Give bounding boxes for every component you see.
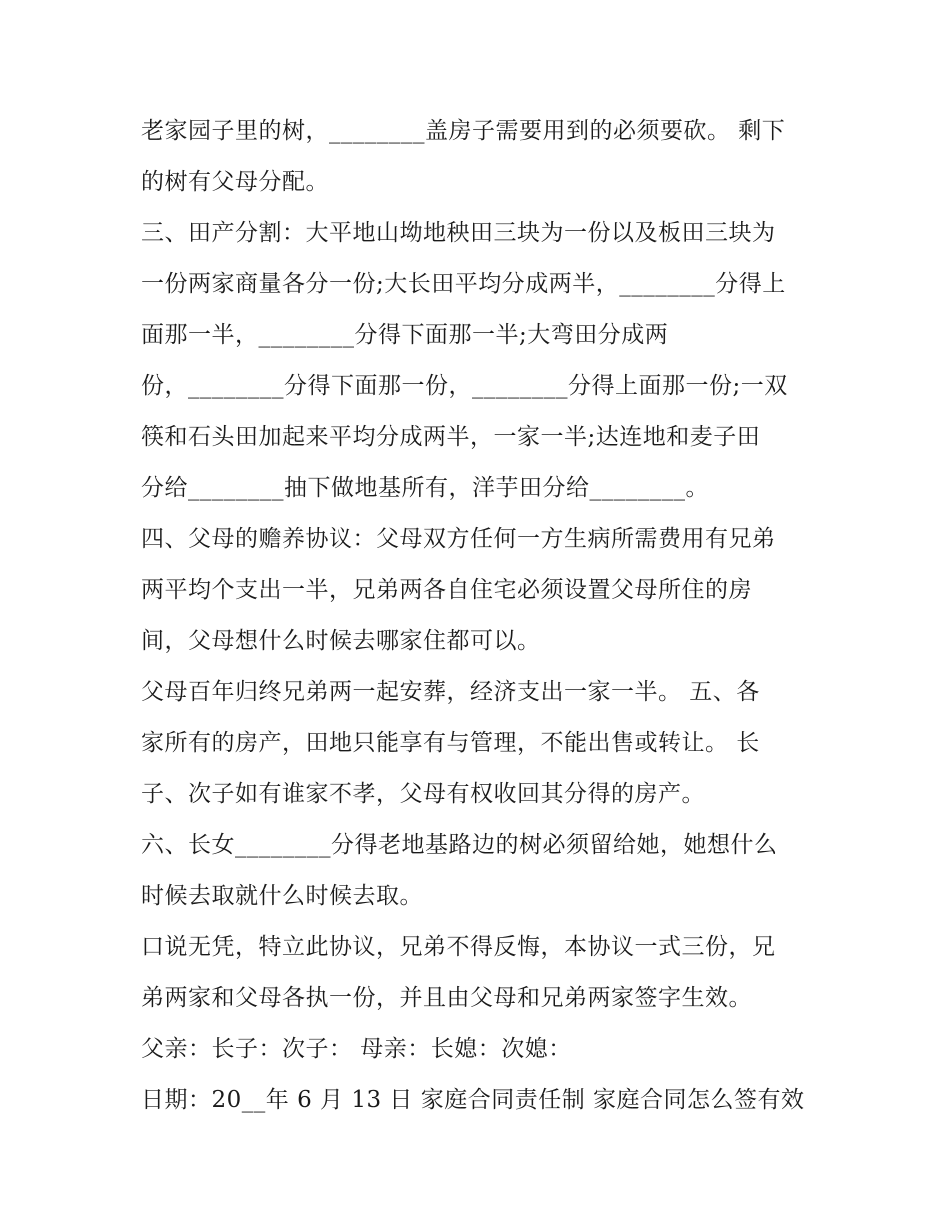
text-line: 一份两家商量各分一份;大长田平均分成两半，________分得上	[141, 271, 786, 297]
text-line: 三、田产分割：大平地山坳地秧田三块为一份以及板田三块为	[141, 220, 776, 246]
text-line: 时候去取就什么时候去取。	[141, 883, 423, 909]
text-line: 面那一半，________分得下面那一半;大弯田分成两	[141, 322, 669, 348]
text-line: 筷和石头田加起来平均分成两半，一家一半;达连地和麦子田	[141, 424, 761, 450]
text-line: 六、长女________分得老地基路边的树必须留给她，她想什么	[141, 832, 778, 858]
text-line: 分给________抽下做地基所有，洋芋田分给________。	[141, 475, 709, 501]
text-line: 弟两家和父母各执一份，并且由父母和兄弟两家签字生效。	[141, 985, 752, 1011]
text-line: 间，父母想什么时候去哪家住都可以。	[141, 628, 541, 654]
date-line: 日期：20__年 6 月 13 日 家庭合同责任制 家庭合同怎么签有效	[141, 1087, 805, 1113]
text-line: 的树有父母分配。	[141, 169, 329, 195]
text-line: 口说无凭，特立此协议，兄弟不得反悔，本协议一式三份，兄	[141, 934, 776, 960]
text-line: 子、次子如有谁家不孝，父母有权收回其分得的房产。	[141, 781, 705, 807]
text-line: 两平均个支出一半，兄弟两各自住宅必须设置父母所住的房	[141, 577, 752, 603]
text-line: 份，________分得下面那一份，________分得上面那一份;一双	[141, 373, 788, 399]
text-line: 父母百年归终兄弟两一起安葬，经济支出一家一半。 五、各	[141, 679, 760, 705]
signature-line: 父亲：长子：次子： 母亲：长媳：次媳：	[141, 1036, 572, 1062]
document-body	[141, 106, 821, 1126]
text-line: 老家园子里的树，________盖房子需要用到的必须要砍。 剩下	[141, 118, 786, 144]
text-line: 四、父母的赡养协议：父母双方任何一方生病所需费用有兄弟	[141, 526, 776, 552]
text-line: 家所有的房产，田地只能享有与管理，不能出售或转让。 长	[141, 730, 760, 756]
